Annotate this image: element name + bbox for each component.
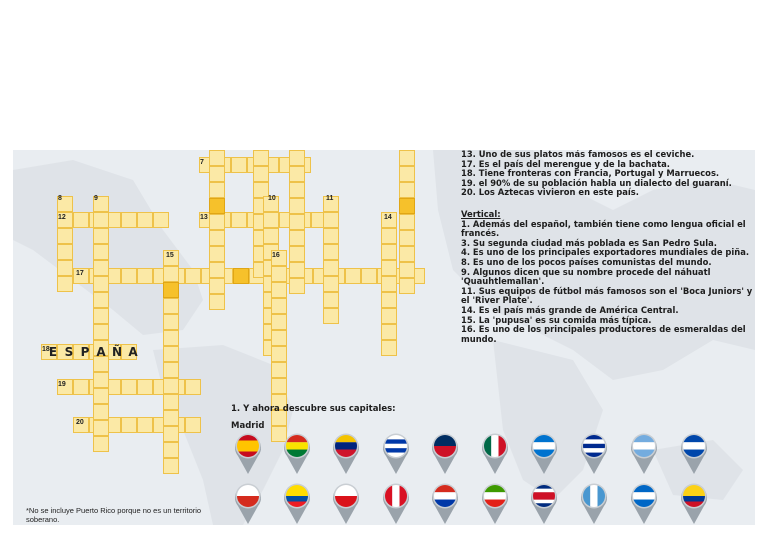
crossword-cell[interactable] [231,212,247,228]
crossword-cell[interactable] [289,278,305,294]
crossword-cell[interactable] [289,182,305,198]
crossword-cell[interactable] [163,394,179,410]
clue-v14: 14. Es el país más grande de América Central. [461,304,679,315]
venezuela-flag-icon[interactable] [331,432,361,476]
crossword-cell[interactable] [209,166,225,182]
crossword-cell[interactable] [289,230,305,246]
clue-v9: 9. Algunos dicen que su nombre procede del náhuatl 'Quauhtlemallan'. [461,266,711,287]
crossword-cell[interactable] [209,230,225,246]
crossword-cell[interactable] [289,262,305,278]
crossword-cell[interactable] [381,276,397,292]
spain-flag-icon[interactable] [233,432,263,476]
crossword-cell[interactable] [271,314,287,330]
answer-letter: P [80,345,90,359]
crossword-cell[interactable] [163,282,179,298]
clue-number: 9 [94,195,98,202]
crossword-cell[interactable] [185,379,201,395]
crossword-cell[interactable] [93,260,109,276]
crossword-cell[interactable] [289,198,305,214]
crossword-cell[interactable] [289,246,305,262]
crossword-cell[interactable] [399,150,415,166]
crossword-cell[interactable] [399,166,415,182]
crossword-cell[interactable] [323,260,339,276]
crossword-cell[interactable] [137,379,153,395]
crossword-cell[interactable] [323,308,339,324]
crossword-cell[interactable] [185,417,201,433]
clue-h20: 20. Los Aztecas vivieron en este país. [461,187,639,198]
crossword-cell[interactable] [163,378,179,394]
crossword-cell[interactable] [93,292,109,308]
crossword-cell[interactable] [323,212,339,228]
crossword-cell[interactable] [361,268,377,284]
clue-h13: 13. Uno de sus platos más famosos es el ceviche. [461,150,695,159]
crossword-cell[interactable] [381,228,397,244]
crossword-cell[interactable] [381,308,397,324]
crossword-cell[interactable] [137,417,153,433]
crossword-cell[interactable] [209,150,225,166]
crossword-cell[interactable] [153,212,169,228]
answer-letter: E [48,345,58,359]
crossword-cell[interactable] [381,292,397,308]
crossword-cell[interactable] [381,340,397,356]
crossword-cell[interactable] [121,212,137,228]
paraguay-flag-icon[interactable] [430,482,460,525]
crossword-cell[interactable] [93,420,109,436]
crossword-cell[interactable] [271,298,287,314]
clue-v11: 11. Sus equipos de fútbol más famosos son el 'Boca Juniors' y el 'River Plate'. [461,285,753,306]
crossword-cell[interactable] [163,314,179,330]
crossword-cell[interactable] [381,324,397,340]
costa-rica-flag-icon[interactable] [529,482,559,525]
crossword-cell[interactable] [93,324,109,340]
crossword-cell[interactable] [399,198,415,214]
crossword-cell[interactable] [163,442,179,458]
crossword-cell[interactable] [137,268,153,284]
crossword-cell[interactable] [209,246,225,262]
clue-number: 11 [326,195,334,202]
clue-number: 17 [76,270,84,277]
crossword-cell[interactable] [93,388,109,404]
crossword-cell[interactable] [381,260,397,276]
crossword-cell[interactable] [323,292,339,308]
crossword-cell[interactable] [93,404,109,420]
ecuador-flag-icon[interactable] [282,482,312,525]
answer-letter: Ñ [111,345,123,359]
crossword-cell[interactable] [399,214,415,230]
equatorial-guinea-flag-icon[interactable] [480,482,510,525]
bolivia-flag-icon[interactable] [282,432,312,476]
clue-h18: 18. Tiene fronteras con Francia, Portugal y Marruecos. [461,168,720,179]
crossword-cell[interactable] [263,212,279,228]
vertical-heading: Vertical: [461,208,501,219]
clue-v1: 1. Además del español, también tiene como lengua oficial el francés. [461,218,746,239]
clue-number: 8 [58,195,62,202]
clue-number: 18 [42,346,50,353]
clue-v4: 4. Es uno de los principales exportadores mundiales de piña. [461,247,750,258]
clues-panel [461,150,753,344]
crossword-cell[interactable] [209,198,225,214]
crossword-cell[interactable] [93,244,109,260]
crossword-cell[interactable] [93,372,109,388]
clue-h19: 19. el 90% de su población habla un dialecto del guaraní. [461,177,732,188]
answer-letter: A [128,345,138,359]
crossword-cell[interactable] [399,262,415,278]
capital-answer-madrid: Madrid [231,421,265,431]
crossword-cell[interactable] [209,278,225,294]
clue-v16: 16. Es uno de los principales productores de esmeraldas del mundo. [461,324,746,344]
crossword-cell[interactable] [399,182,415,198]
crossword-cell[interactable] [253,150,269,166]
crossword-cell[interactable] [73,379,89,395]
clue-number: 7 [200,159,204,166]
crossword-cell[interactable] [399,230,415,246]
crossword-cell[interactable] [209,214,225,230]
clue-number: 10 [268,195,276,202]
crossword-cell[interactable] [163,362,179,378]
crossword-cell[interactable] [93,308,109,324]
clue-v8: 8. Es uno de los pocos países comunistas del mundo. [461,256,712,267]
crossword-cell[interactable] [163,266,179,282]
crossword-cell[interactable] [137,212,153,228]
crossword-cell[interactable] [93,212,109,228]
crossword-cell[interactable] [381,244,397,260]
crossword-cell[interactable] [57,244,73,260]
crossword-cell[interactable] [233,268,249,284]
capitals-question: 1. Y ahora descubre sus capitales: [231,404,396,414]
clue-number: 15 [166,252,174,259]
nicaragua-flag-icon[interactable] [629,482,659,525]
crossword-cell[interactable] [209,294,225,310]
clue-number: 19 [58,381,66,388]
crossword-cell[interactable] [209,262,225,278]
peru-flag-icon[interactable] [381,482,411,525]
crossword-cell[interactable] [93,228,109,244]
crossword-cell[interactable] [93,276,109,292]
footnote: *No se incluye Puerto Rico porque no es un territorio soberano. [26,506,202,524]
horizontal-clues [461,150,753,198]
crossword-cell[interactable] [57,260,73,276]
honduras-flag-icon[interactable] [529,432,559,476]
crossword-cell[interactable] [263,228,279,244]
crossword-cell[interactable] [271,266,287,282]
crossword-cell[interactable] [271,330,287,346]
clue-v3: 3. Su segunda ciudad más poblada es San Pedro Sula. [461,237,717,248]
crossword-cell[interactable] [271,362,287,378]
crossword-cell[interactable] [121,379,137,395]
chile-flag-icon[interactable] [233,482,263,525]
crossword-cell[interactable] [163,298,179,314]
crossword-cell[interactable] [73,212,89,228]
clue-number: 20 [76,419,84,426]
dominican-republic-flag-icon[interactable] [430,432,460,476]
mexico-flag-icon[interactable] [480,432,510,476]
colombia-flag-icon[interactable] [679,482,709,525]
crossword-cell[interactable] [323,276,339,292]
crossword-cell[interactable] [271,378,287,394]
crossword-cell[interactable] [93,436,109,452]
crossword-cell[interactable] [253,166,269,182]
crossword-cell[interactable] [231,157,247,173]
crossword-cell[interactable] [271,346,287,362]
clue-number: 12 [58,214,66,221]
crossword-cell[interactable] [323,244,339,260]
crossword-cell[interactable] [323,228,339,244]
clue-number: 13 [200,214,208,221]
clue-h17: 17. Es el país del merengue y de la bachata. [461,158,670,169]
crossword-cell[interactable] [289,166,305,182]
el-salvador-flag-icon[interactable] [679,432,709,476]
panama-flag-icon[interactable] [331,482,361,525]
crossword-cell[interactable] [57,228,73,244]
crossword-cell[interactable] [163,330,179,346]
crossword-cell[interactable] [121,417,137,433]
answer-letter: A [96,345,106,359]
crossword-cell[interactable] [289,214,305,230]
vertical-clues [461,220,753,345]
argentina-flag-icon[interactable] [629,432,659,476]
crossword-cell[interactable] [163,410,179,426]
crossword-cell[interactable] [163,346,179,362]
clue-number: 14 [384,214,392,221]
crossword-cell[interactable] [209,182,225,198]
crossword-cell[interactable] [185,268,201,284]
cuba-flag-icon[interactable] [579,432,609,476]
guatemala-flag-icon[interactable] [579,482,609,525]
answer-letter: S [64,345,74,359]
crossword-cell[interactable] [345,268,361,284]
uruguay-flag-icon[interactable] [381,432,411,476]
clue-v15: 15. La 'pupusa' es su comida más típica. [461,314,652,325]
crossword-cell[interactable] [163,426,179,442]
worksheet-frame [13,150,755,525]
clue-number: 16 [272,252,280,259]
crossword-cell[interactable] [399,246,415,262]
crossword-cell[interactable] [289,150,305,166]
crossword-cell[interactable] [163,458,179,474]
crossword-cell[interactable] [399,278,415,294]
crossword-cell[interactable] [57,276,73,292]
crossword-cell[interactable] [121,268,137,284]
crossword-cell[interactable] [271,282,287,298]
